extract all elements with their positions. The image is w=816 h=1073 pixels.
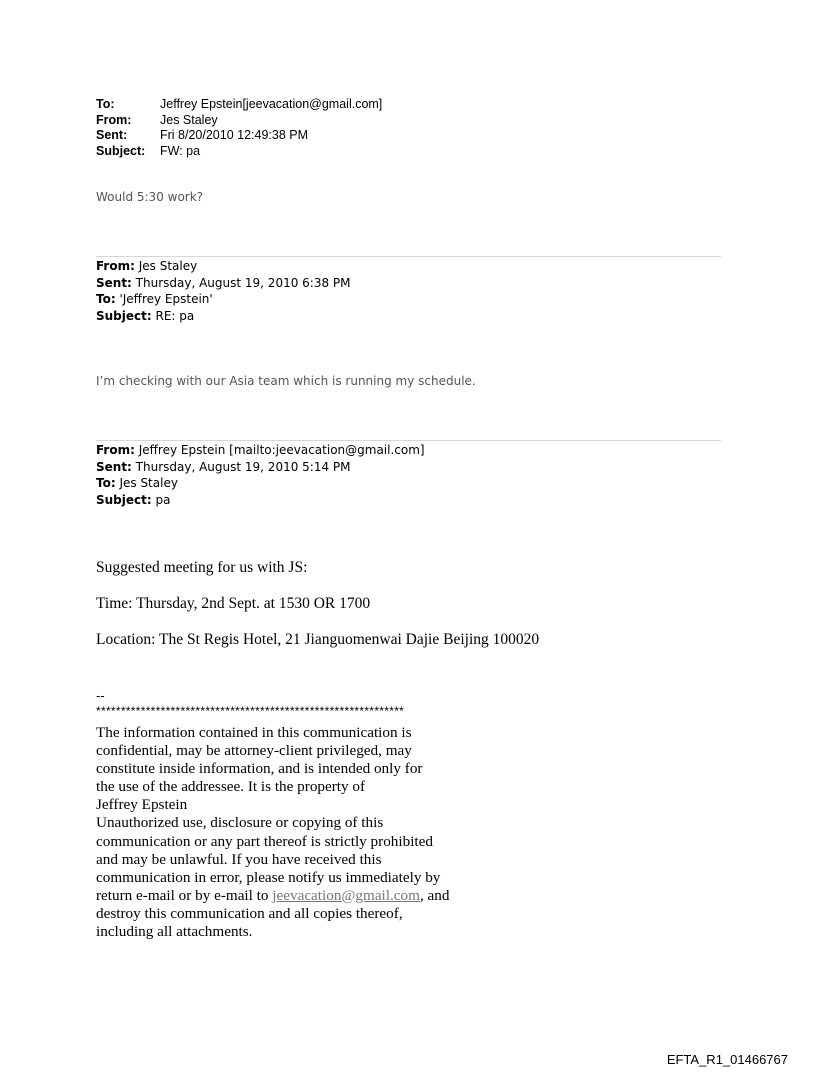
- header-sent-value: Fri 8/20/2010 12:49:38 PM: [160, 128, 309, 142]
- quote1-sent-row: [96, 275, 351, 292]
- quote1-body-text: I’m checking with our Asia team which is running my schedule.: [96, 374, 476, 388]
- disclaimer-line: destroy this communication and all copies thereof,: [96, 904, 403, 922]
- quote1-to-label: To:: [96, 292, 116, 306]
- header-from-row: [96, 113, 382, 129]
- quote1-subject-value: RE: pa: [151, 308, 195, 323]
- quote1-header: [96, 258, 351, 324]
- quote2-header: [96, 442, 425, 508]
- header-subject-value: FW: pa: [160, 143, 201, 158]
- quote1-from-value: Jes Staley: [134, 259, 198, 273]
- header-from-value: Jes Staley: [160, 112, 218, 127]
- quote2-subject-label: Subject:: [96, 492, 152, 507]
- quote2-from-label: From:: [96, 443, 135, 457]
- quote1-to-row: [96, 291, 351, 308]
- disclaimer-line: Unauthorized use, disclosure or copying of this: [96, 814, 384, 832]
- quote1-sent-value: Thursday, August 19, 2010 6:38 PM: [131, 275, 351, 290]
- disclaimer-line: Jeffrey Epstein: [96, 796, 188, 814]
- signature-dash: --: [96, 688, 105, 703]
- quote2-subject-row: [96, 492, 425, 509]
- reply-body-text: Would 5:30 work?: [96, 190, 204, 204]
- quote2-sent-row: [96, 459, 425, 476]
- quote1-to-value: 'Jeffrey Epstein': [115, 292, 213, 306]
- disclaimer-line: and may be unlawful. If you have received this: [96, 850, 382, 868]
- email-header: [96, 97, 382, 159]
- header-to-value: Jeffrey Epstein[jeevacation@gmail.com]: [160, 97, 383, 111]
- header-subject-row: [96, 144, 382, 160]
- quote1-from-label: From:: [96, 259, 135, 273]
- quote-divider-2: [96, 440, 721, 441]
- disclaimer-line: the use of the addressee. It is the property of: [96, 778, 366, 796]
- quote2-to-label: To:: [96, 476, 116, 490]
- disclaimer-text: return e-mail or by e-mail to: [96, 886, 273, 904]
- quote2-from-value: Jeffrey Epstein [mailto:jeevacation@gmail.com]: [134, 443, 425, 457]
- meeting-line-location: Location: The St Regis Hotel, 21 Jianguomenwai Dajie Beijing 100020: [96, 631, 540, 648]
- disclaimer-line: constitute inside information, and is intended only for: [96, 760, 423, 778]
- meeting-line-time: Time: Thursday, 2nd Sept. at 1530 OR 1700: [96, 595, 371, 612]
- disclaimer-line: communication or any part thereof is strictly prohibited: [96, 832, 433, 850]
- meeting-line-intro: Suggested meeting for us with JS:: [96, 559, 308, 576]
- quote2-sent-value: Thursday, August 19, 2010 5:14 PM: [131, 459, 351, 474]
- document-id-footer: EFTA_R1_01466767: [666, 1052, 788, 1067]
- disclaimer-line-with-link: [96, 887, 449, 905]
- quote1-from-row: [96, 258, 351, 275]
- quote2-sent-label: Sent:: [96, 459, 132, 474]
- header-sent-label: Sent:: [96, 128, 128, 142]
- disclaimer-text: , and: [419, 886, 450, 904]
- quote2-subject-value: pa: [151, 492, 171, 507]
- header-to-label: To:: [96, 97, 115, 111]
- disclaimer-line: including all attachments.: [96, 923, 253, 941]
- header-to-row: [96, 97, 382, 113]
- quote2-to-value: Jes Staley: [115, 476, 178, 490]
- quote1-subject-label: Subject:: [96, 308, 152, 323]
- header-from-label: From:: [96, 112, 132, 127]
- disclaimer-line: confidential, may be attorney-client privileged, may: [96, 742, 412, 760]
- quote2-to-row: [96, 475, 425, 492]
- email-link[interactable]: jeevacation@gmail.com: [272, 886, 420, 904]
- quote2-from-row: [96, 442, 425, 459]
- quote1-subject-row: [96, 308, 351, 325]
- quote-divider-1: [96, 256, 721, 257]
- header-subject-label: Subject:: [96, 143, 146, 158]
- header-sent-row: [96, 128, 382, 144]
- disclaimer-line: The information contained in this communication is: [96, 724, 412, 741]
- signature-stars: **************************************************************: [96, 704, 405, 718]
- disclaimer-line: communication in error, please notify us immediately by: [96, 868, 441, 886]
- confidentiality-disclaimer: [96, 724, 449, 941]
- quote1-sent-label: Sent:: [96, 275, 132, 290]
